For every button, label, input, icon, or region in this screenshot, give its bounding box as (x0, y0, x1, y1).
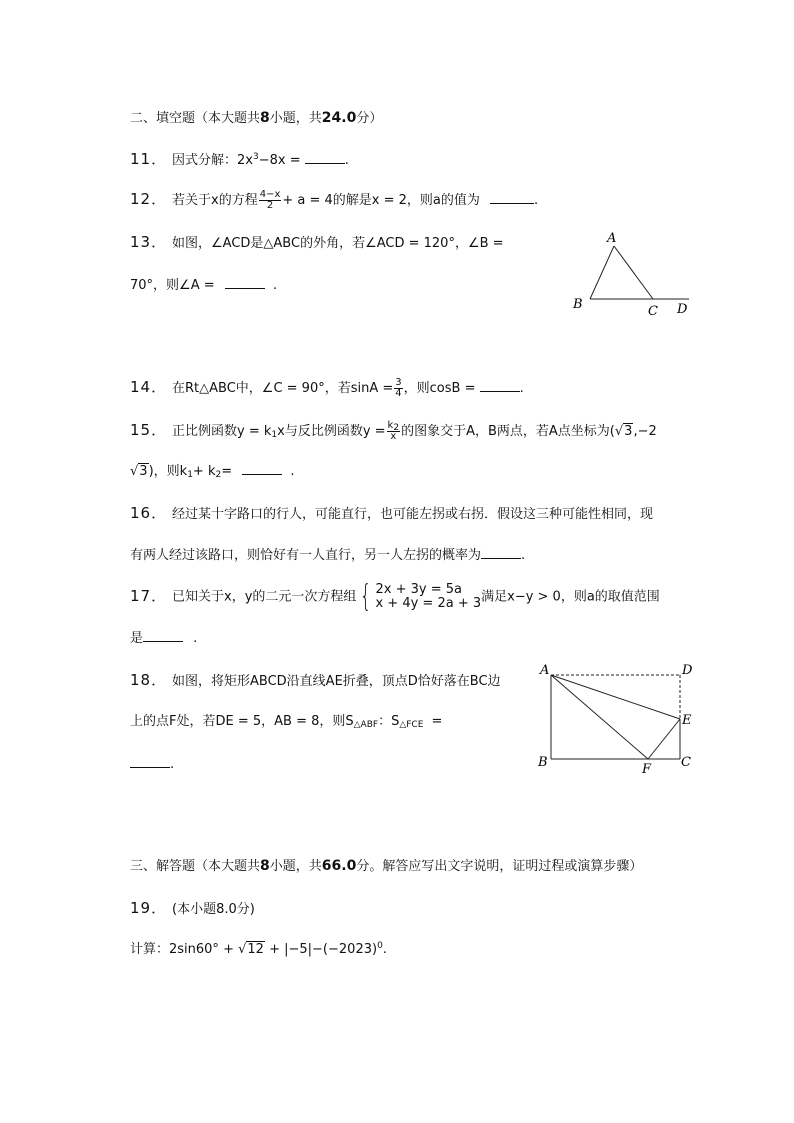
subscript: 2 (393, 423, 400, 433)
section-3-mid: 小题，共 (269, 859, 322, 874)
question-number: 14． (130, 378, 168, 396)
question-11 (130, 150, 349, 170)
answer-blank[interactable] (480, 379, 520, 392)
question-text: = (431, 714, 443, 729)
question-text: )，则k (148, 464, 188, 479)
period: . (290, 464, 295, 479)
question-text: 若关于x的方程 (172, 193, 258, 208)
equation-system (356, 579, 482, 614)
question-text: −8x = (258, 153, 301, 168)
question-text: ：S (378, 714, 400, 729)
period: . (170, 757, 175, 772)
numerator-k: k (387, 420, 394, 431)
period: . (519, 381, 524, 396)
subscript: △ABF (353, 720, 379, 730)
question-text: 因式分解：2x (172, 153, 253, 168)
question-text: 上的点F处，若DE = 5，AB = 8，则S (130, 714, 354, 729)
period: . (344, 153, 349, 168)
fold-line-ae (551, 675, 680, 719)
sqrt-radicand: 3 (624, 424, 633, 439)
label-b: B (538, 755, 548, 770)
answer-blank[interactable] (490, 191, 534, 204)
question-score-note: (本小题8.0分) (172, 902, 255, 917)
equation-2: x + 4y = 2a + 3 (375, 596, 482, 611)
question-text: 在Rt△ABC中，∠C = 90°，若sinA = (172, 381, 394, 396)
question-number: 19． (130, 899, 168, 917)
label-e: E (682, 713, 692, 728)
section-3-header (130, 857, 642, 876)
label-c: C (648, 304, 658, 319)
question-text: 如图，∠ACD是△ABC的外角，若∠ACD = 120°，∠B = (172, 236, 504, 251)
denominator: x (390, 431, 397, 442)
answer-blank[interactable] (305, 151, 345, 164)
question-text: 满足x−y > 0，则a的取值范围 (481, 589, 660, 605)
question-17-line-1 (130, 579, 660, 614)
numerator: 4−x (259, 189, 281, 200)
question-number: 18． (130, 671, 168, 689)
section-3-count: 8 (260, 858, 270, 874)
question-number: 13． (130, 233, 168, 251)
question-16-line-2 (130, 546, 525, 565)
subscript: 1 (187, 470, 193, 480)
equation-1: 2x + 3y = 5a (375, 582, 462, 597)
period: . (534, 193, 539, 208)
fraction (387, 421, 401, 442)
question-13-line-2 (130, 276, 277, 295)
exponent: 3 (252, 152, 259, 162)
question-text: ，则cosB = (403, 381, 476, 396)
sqrt-symbol: √ (238, 942, 247, 957)
label-d: D (677, 302, 688, 317)
question-text: x与反比例函数y = (277, 424, 386, 439)
question-text: ,−2 (633, 424, 657, 439)
label-f: F (642, 762, 652, 777)
question-18-line-2 (130, 713, 442, 731)
sqrt-radicand: 3 (139, 464, 148, 479)
label-d: D (682, 663, 693, 678)
section-3-prefix: 三、解答题（本大题共 (130, 859, 261, 874)
section-2-count: 8 (260, 110, 270, 126)
brace-symbol: { (360, 579, 372, 614)
question-15-line-1 (130, 421, 657, 442)
question-text: 已知关于x，y的二元一次方程组 (172, 589, 357, 605)
question-text: 如图，将矩形ABCD沿直线AE折叠，顶点D恰好落在BC边 (172, 674, 501, 689)
segment-af (551, 675, 648, 759)
label-a: A (607, 231, 617, 246)
denominator: 2 (266, 200, 274, 211)
label-c: C (681, 755, 691, 770)
question-15-line-2 (130, 462, 295, 481)
question-text: 是 (130, 631, 144, 646)
question-number: 17． (130, 586, 168, 605)
section-2-score: 24.0 (321, 110, 357, 126)
section-2-header (130, 109, 382, 128)
question-number: 12． (130, 190, 168, 208)
question-number: 11． (130, 150, 168, 168)
period: . (382, 942, 387, 957)
denominator: 4 (395, 388, 402, 399)
side-ab (590, 246, 614, 299)
label-a: A (540, 663, 550, 678)
answer-blank[interactable] (481, 546, 521, 559)
question-text: 经过某十字路口的行人，可能直行，也可能左拐或右拐．假设这三种可能性相同，现 (172, 507, 654, 522)
numerator: 3 (395, 377, 402, 388)
section-2-mid: 小题，共 (269, 111, 322, 126)
question-17-line-2 (130, 629, 197, 648)
question-number: 16． (130, 504, 168, 522)
question-text: 的图象交于A，B两点，若A点坐标为( (401, 424, 615, 439)
section-3-suffix: 分。解答应写出文字说明，证明过程或演算步骤） (356, 859, 643, 874)
period: . (521, 548, 526, 563)
fraction (394, 378, 402, 399)
subscript: 2 (215, 470, 222, 480)
answer-blank[interactable] (225, 276, 265, 289)
section-2-prefix: 二、填空题（本大题共 (130, 111, 261, 126)
answer-blank[interactable] (143, 629, 183, 642)
section-2-suffix: 分） (356, 111, 383, 126)
section-3-score: 66.0 (321, 858, 357, 874)
period: . (193, 631, 198, 646)
question-19 (130, 899, 255, 919)
sqrt-symbol: √ (130, 464, 139, 479)
question-12 (130, 190, 538, 211)
question-number: 15． (130, 421, 168, 439)
exponent: 0 (377, 941, 383, 951)
question-18-line-3 (130, 755, 174, 774)
question-13-line-1 (130, 233, 504, 253)
question-text: = (221, 464, 233, 479)
question-text: 正比例函数y = k (172, 424, 272, 439)
question-14 (130, 378, 524, 399)
segment-fe (648, 719, 680, 759)
question-text: 70°，则∠A = (130, 278, 215, 293)
label-b: B (573, 297, 583, 312)
sqrt-radicand: 12 (247, 942, 264, 957)
question-text: 有两人经过该路口，则恰好有一人直行，另一人左拐的概率为 (130, 548, 482, 563)
rectangle-fold-figure (534, 660, 704, 778)
question-text: + a = 4的解是x = 2，则a的值为 (282, 193, 480, 208)
period: . (272, 278, 278, 293)
answer-blank[interactable] (130, 755, 170, 768)
question-18-line-1 (130, 671, 501, 691)
triangle-figure (568, 226, 698, 322)
side-ac (614, 246, 653, 299)
question-19-expression (130, 941, 387, 959)
question-text: + |−5|−(−2023) (269, 942, 378, 957)
subscript: △FCE (399, 720, 424, 730)
fraction (259, 190, 282, 211)
answer-blank[interactable] (242, 462, 282, 475)
subscript: 1 (271, 430, 278, 440)
question-text: + k (192, 464, 216, 479)
question-16-line-1 (130, 504, 653, 524)
sqrt-symbol: √ (614, 424, 624, 439)
question-text: 计算：2sin60° + (130, 942, 234, 957)
